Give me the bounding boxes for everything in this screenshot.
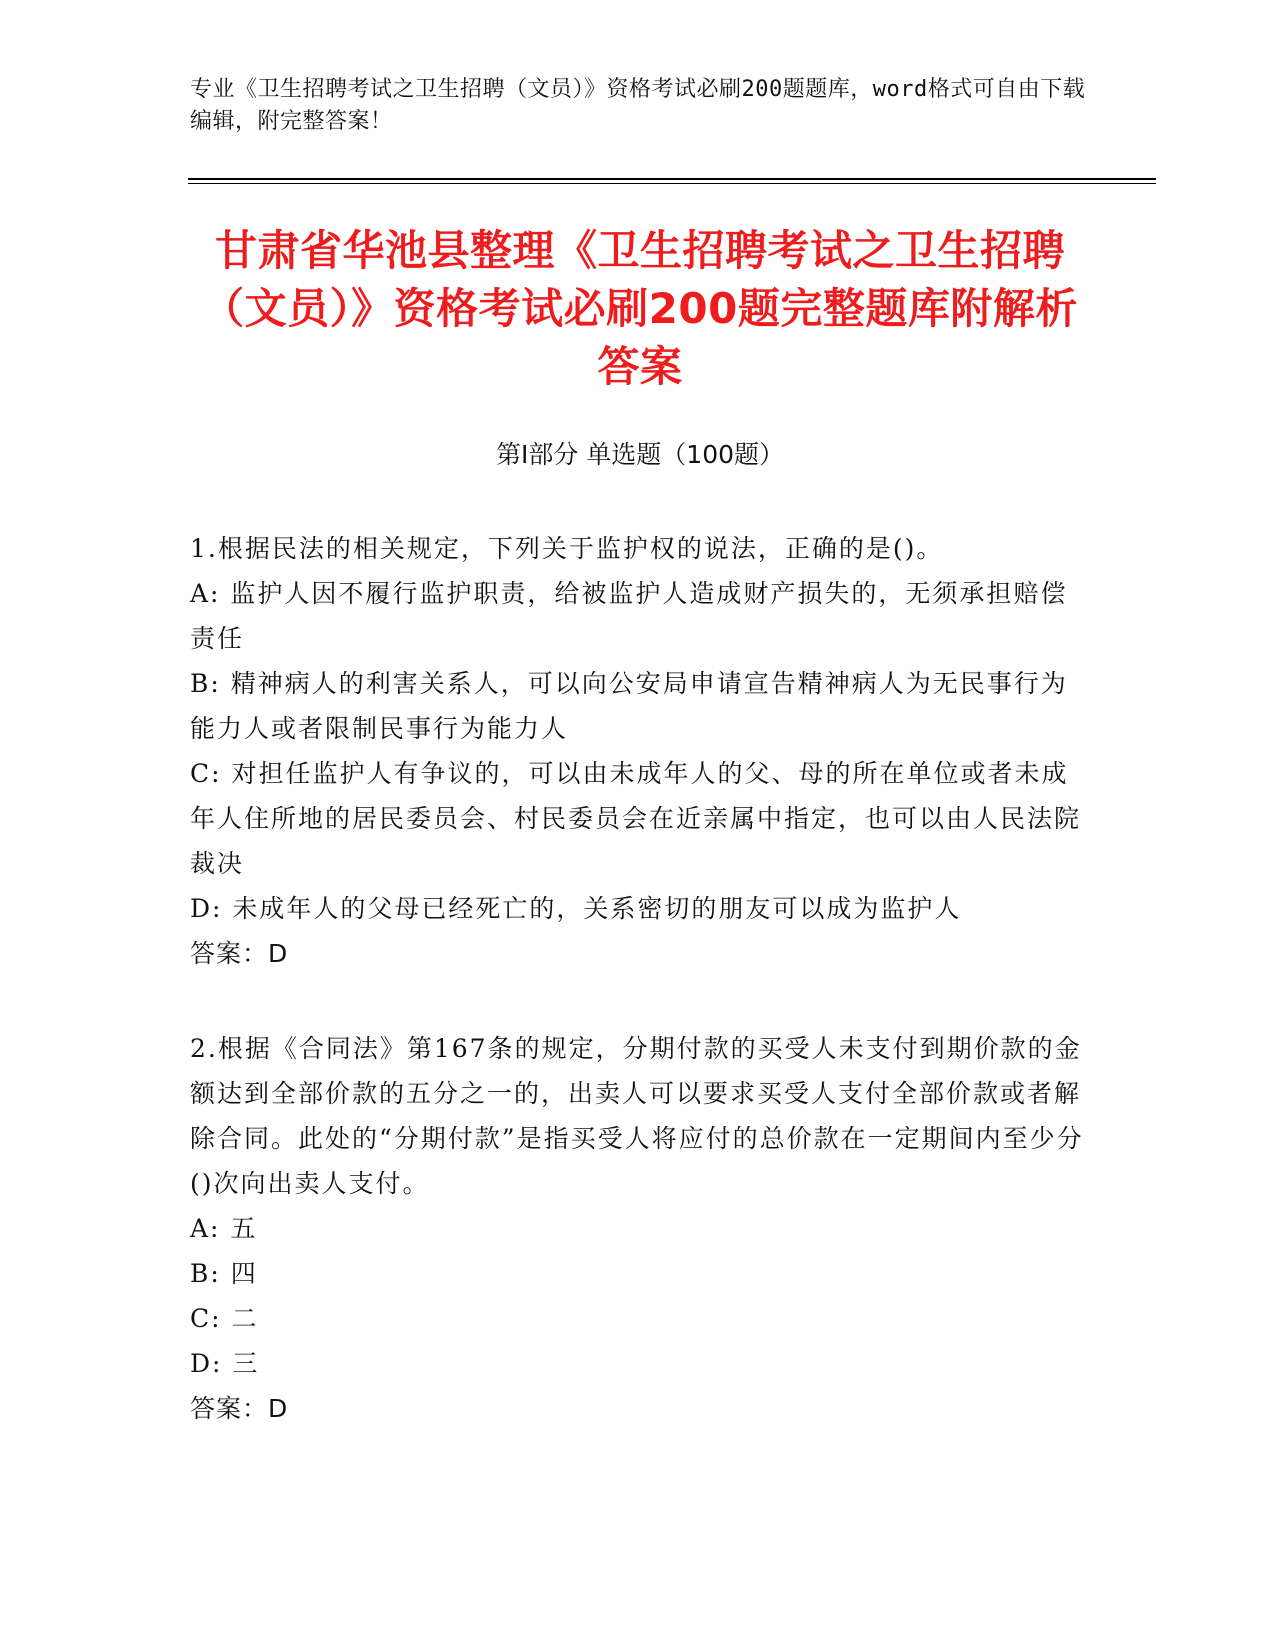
document-title: 甘肃省华池县整理《卫生招聘考试之卫生招聘（文员）》资格考试必刷200题完整题库附解析答案 [202, 226, 1078, 391]
question-block [190, 1026, 1090, 1431]
option-c: C: 二 [190, 1304, 259, 1333]
header-divider-thick [188, 178, 1156, 180]
option-b: B: 四 [190, 1259, 258, 1288]
header-divider-thin [188, 183, 1156, 184]
option-a: A: 监护人因不履行监护职责，给被监护人造成财产损失的，无须承担赔偿责任 [190, 579, 1068, 653]
option-b: B: 精神病人的利害关系人，可以向公安局申请宣告精神病人为无民事行为能力人或者限制民事行为能力人 [190, 669, 1068, 743]
option-a: A: 五 [190, 1214, 258, 1243]
section-heading: 第I部分 单选题（100题） [495, 440, 785, 469]
answer-line: 答案：D [190, 1394, 289, 1423]
option-d: D: 三 [190, 1349, 260, 1378]
header-note: 专业《卫生招聘考试之卫生招聘（文员）》资格考试必刷200题题库，word格式可自由下载编辑，附完整答案！ [190, 77, 1086, 134]
question-stem: 2.根据《合同法》第167条的规定，分期付款的买受人未支付到期价款的金额达到全部价款的五分之一的，出卖人可以要求买受人支付全部价款或者解除合同。此处的“分期付款”是指买受人将应付的总价款在一定期间内至少分()次向出卖人支付。 [190, 1034, 1084, 1198]
option-c: C: 对担任监护人有争议的，可以由未成年人的父、母的所在单位或者未成年人住所地的居民委员会、村民委员会在近亲属中指定，也可以由人民法院裁决 [190, 759, 1082, 878]
option-d: D: 未成年人的父母已经死亡的，关系密切的朋友可以成为监护人 [190, 894, 962, 923]
answer-line: 答案：D [190, 939, 289, 968]
question-stem: 1.根据民法的相关规定，下列关于监护权的说法，正确的是()。 [190, 534, 944, 563]
question-block [190, 526, 1090, 976]
